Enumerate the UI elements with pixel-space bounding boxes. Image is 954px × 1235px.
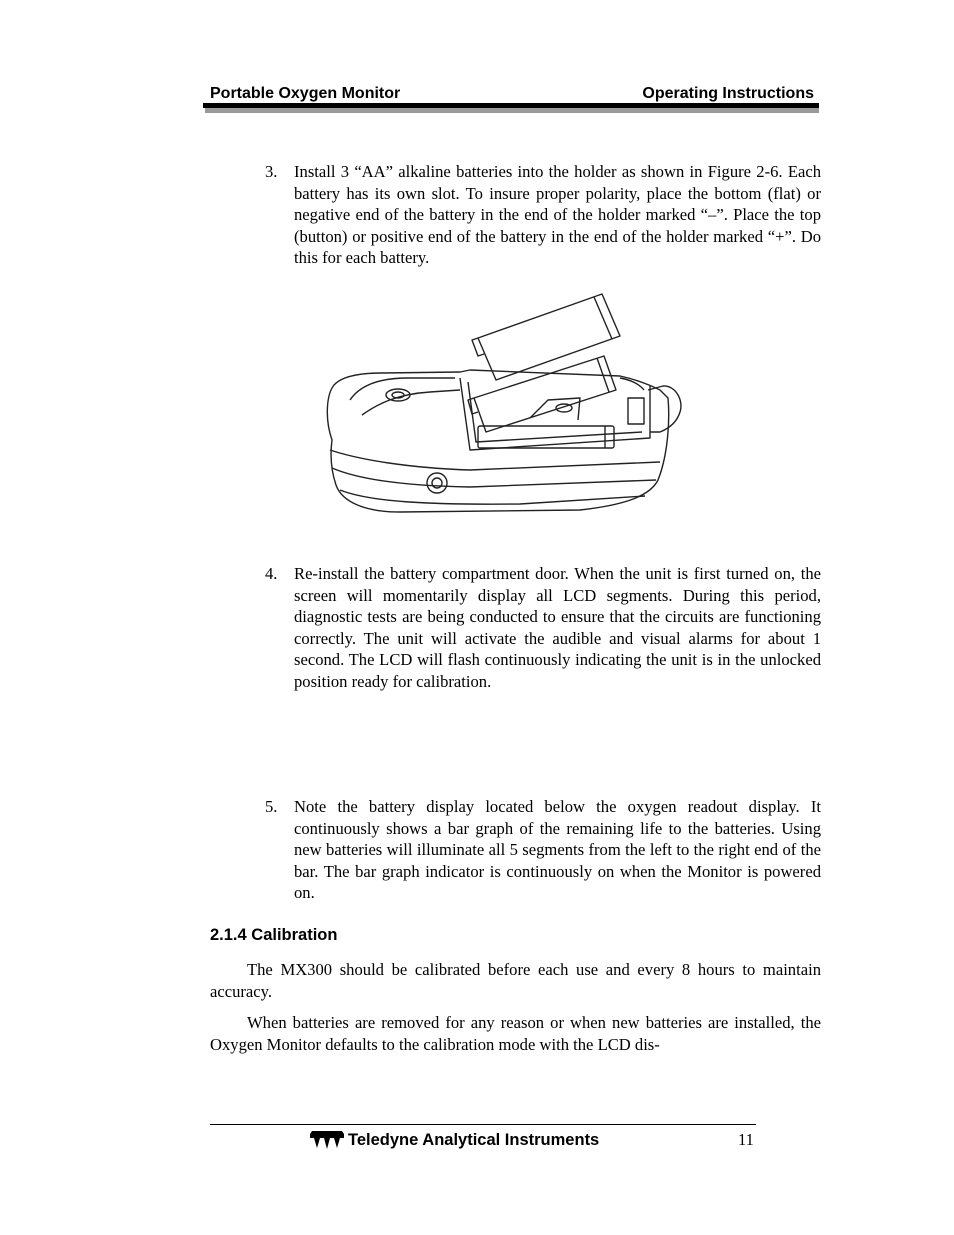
battery-installation-figure <box>320 290 700 520</box>
step-3 <box>265 161 821 269</box>
battery-holder-illustration <box>320 290 700 520</box>
header-section: Operating Instructions <box>642 85 814 102</box>
running-header <box>210 85 818 105</box>
step-number: 3. <box>265 162 278 181</box>
page-number: 11 <box>738 1130 754 1149</box>
header-rule <box>203 103 819 108</box>
footer-company: Teledyne Analytical Instruments <box>348 1130 600 1149</box>
paragraph: The MX300 should be calibrated before each use and every 8 hours to maintain accuracy. <box>210 960 821 1001</box>
header-title: Portable Oxygen Monitor <box>210 85 401 102</box>
step-number: 4. <box>265 564 278 583</box>
step-text: Note the battery display located below the oxygen readout display. It continuously shows a bar graph of the remaining life to the batteries. Using new batteries will illuminate all 5 segments from the left to the right end of the bar. The bar graph indicator is continuously on when the Monitor is powered on. <box>294 797 821 902</box>
paragraph: When batteries are removed for any reason or when new batteries are installed, the Oxygen Monitor defaults to the calibration mode with the LCD dis- <box>210 1013 821 1054</box>
step-text: Re-install the battery compartment door. When the unit is first turned on, the screen will momentarily display all LCD segments. During this period, diagnostic tests are being conducted to ensure that the circuits are functioning correctly. The unit will activate the audible and visual alarms for about 1 second. The LCD will flash continuously indicating the unit is in the unlocked position ready for calibration. <box>294 564 821 691</box>
step-number: 5. <box>265 797 278 816</box>
step-text: Install 3 “AA” alkaline batteries into the holder as shown in Figure 2-6. Each battery has its own slot. To insure proper polarity, place the bottom (flat) or negative end of the battery in the end of the holder marked “–”. Place the top (button) or positive end of the battery in the end of the holder marked “+”. Do this for each battery. <box>294 162 821 267</box>
header-rule-shadow <box>205 108 819 113</box>
step-5 <box>265 796 821 904</box>
footer-rule <box>210 1124 756 1125</box>
page-footer <box>310 1130 599 1150</box>
step-4 <box>265 563 821 692</box>
section-heading: 2.1.4 Calibration <box>210 926 338 944</box>
teledyne-logo-icon <box>310 1130 344 1150</box>
